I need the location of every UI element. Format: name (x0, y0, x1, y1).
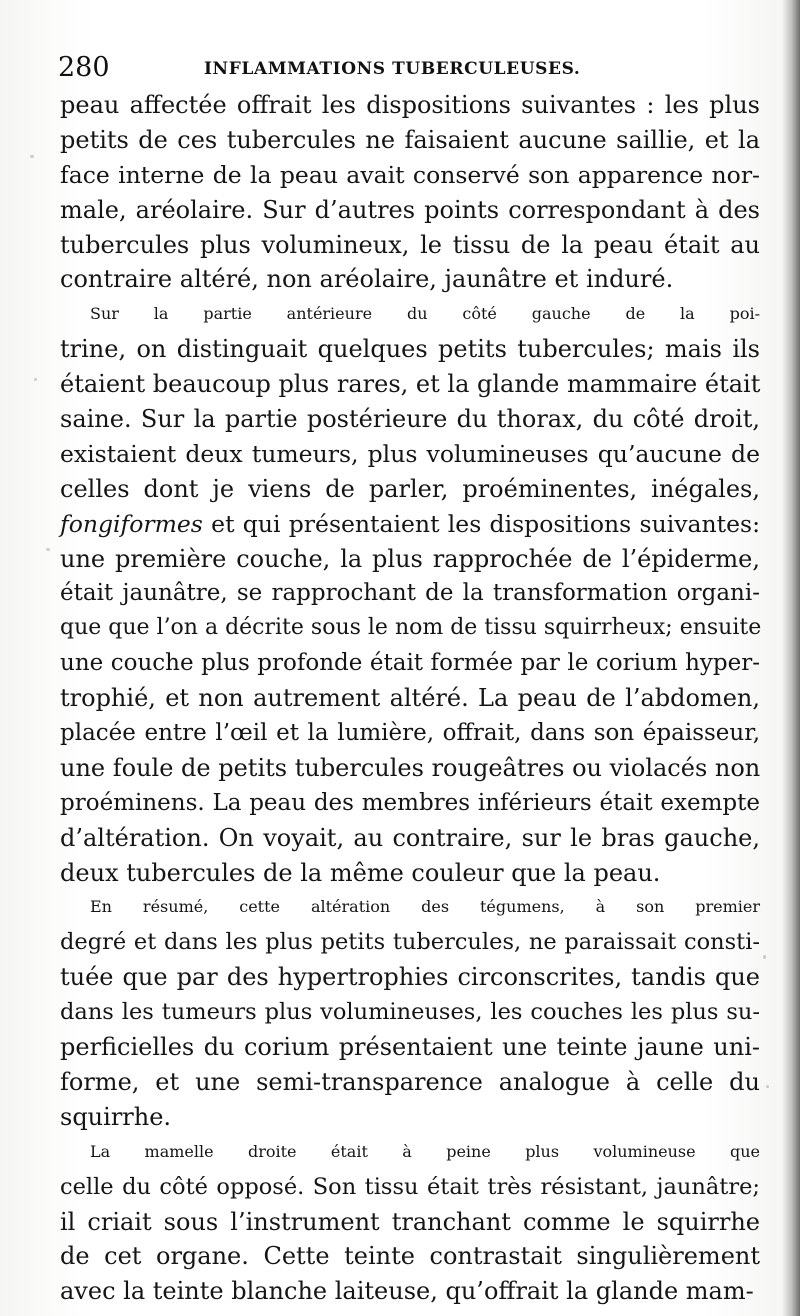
text-line: En résumé, cette altération des tégumens, à son premier (90, 897, 760, 917)
text-line: peau affectée offrait les dispositions suivantes : les plus (60, 91, 760, 119)
text-line: celles dont je viens de parler, proéminentes, inégales, (60, 474, 760, 503)
text-line: trine, on distinguait quelques petits tubercules; mais ils (60, 335, 760, 364)
text-line: une première couche, la plus rapprochée de l’épiderme, (60, 544, 760, 573)
text-line: degré et dans les plus petits tubercules, ne paraissait consti- (60, 929, 760, 956)
text-line: il criait sous l’instrument tranchant comme le squirrhe (60, 1207, 760, 1236)
text-line: deux tubercules de la même couleur que la peau. (60, 858, 661, 887)
body-text (60, 88, 760, 1309)
text-line: proéminens. La peau des membres inférieurs était exempte (60, 789, 760, 816)
text-line: trophié, et non autrement altéré. La peau de l’abdomen, (60, 684, 760, 713)
text-line: La mamelle droite était à peine plus volumineuse que (90, 1141, 760, 1161)
paragraph (60, 297, 760, 890)
text-line: une foule de petits tubercules rougeâtres ou violacés non (60, 753, 761, 782)
paragraph (60, 88, 760, 297)
page-number: 280 (58, 52, 110, 83)
page-header (58, 50, 758, 86)
text-line: squirrhe. (60, 1102, 172, 1131)
text-line: perficielles du corium présentaient une teinte jaune uni- (60, 1033, 760, 1062)
text-line: existaient deux tumeurs, plus volumineuses qu’aucune de (60, 439, 760, 468)
paper-speck (34, 378, 37, 381)
text-line: male, aréolaire. Sur d’autres points correspondant à des (60, 195, 760, 224)
text-line: contraire altéré, non aréolaire, jaunâtre et induré. (60, 265, 674, 294)
text-line: avec la teinte blanche laiteuse, qu’offrait la glande mam- (60, 1277, 754, 1306)
text-line: celle du côté opposé. Son tissu était très résistant, jaunâtre; (60, 1173, 760, 1200)
text-line: une couche plus profonde était formée par le corium hyper- (60, 650, 760, 677)
text-line: face interne de la peau avait conservé son apparence nor- (60, 160, 760, 189)
text-line: étaient beaucoup plus rares, et la glande mammaire était (60, 370, 761, 399)
text-line: forme, et une semi-transparence analogue à celle du (60, 1067, 760, 1096)
text-line: que que l’on a décrite sous le nom de tissu squirrheux; ensuite (60, 615, 762, 641)
text-line: dans les tumeurs plus volumineuses, les couches les plus su- (60, 999, 760, 1026)
text-line: placée entre l’œil et la lumière, offrait, dans son épaisseur, (60, 720, 760, 747)
text-line: fongiformes et qui présentaient les dispositions suivantes: (60, 509, 760, 538)
running-title: INFLAMMATIONS TUBERCULEUSES. (204, 59, 581, 79)
text-line: Sur la partie antérieure du côté gauche de la poi- (90, 304, 760, 324)
paper-speck (763, 955, 766, 959)
text-line: tuée que par des hypertrophies circonscrites, tandis que (60, 963, 760, 992)
italic-term: fongiformes (60, 509, 203, 538)
text-line: était jaunâtre, se rapprochant de la transformation organi- (60, 580, 760, 607)
text-line: saine. Sur la partie postérieure du thorax, du côté droit, (60, 405, 760, 434)
paragraph (60, 1135, 760, 1309)
text-line: petits de ces tubercules ne faisaient aucune saillie, et la (60, 125, 760, 154)
paper-speck (766, 1085, 769, 1088)
paper-speck (30, 155, 34, 158)
page-edge-shadow (782, 0, 800, 1316)
paper-speck (46, 548, 50, 551)
text-line: d’altération. On voyait, au contraire, sur le bras gauche, (60, 823, 760, 852)
text-line: de cet organe. Cette teinte contrastait singulièrement (60, 1242, 760, 1271)
paragraph (60, 890, 760, 1134)
text-line: tubercules plus volumineux, le tissu de la peau était au (60, 230, 760, 259)
